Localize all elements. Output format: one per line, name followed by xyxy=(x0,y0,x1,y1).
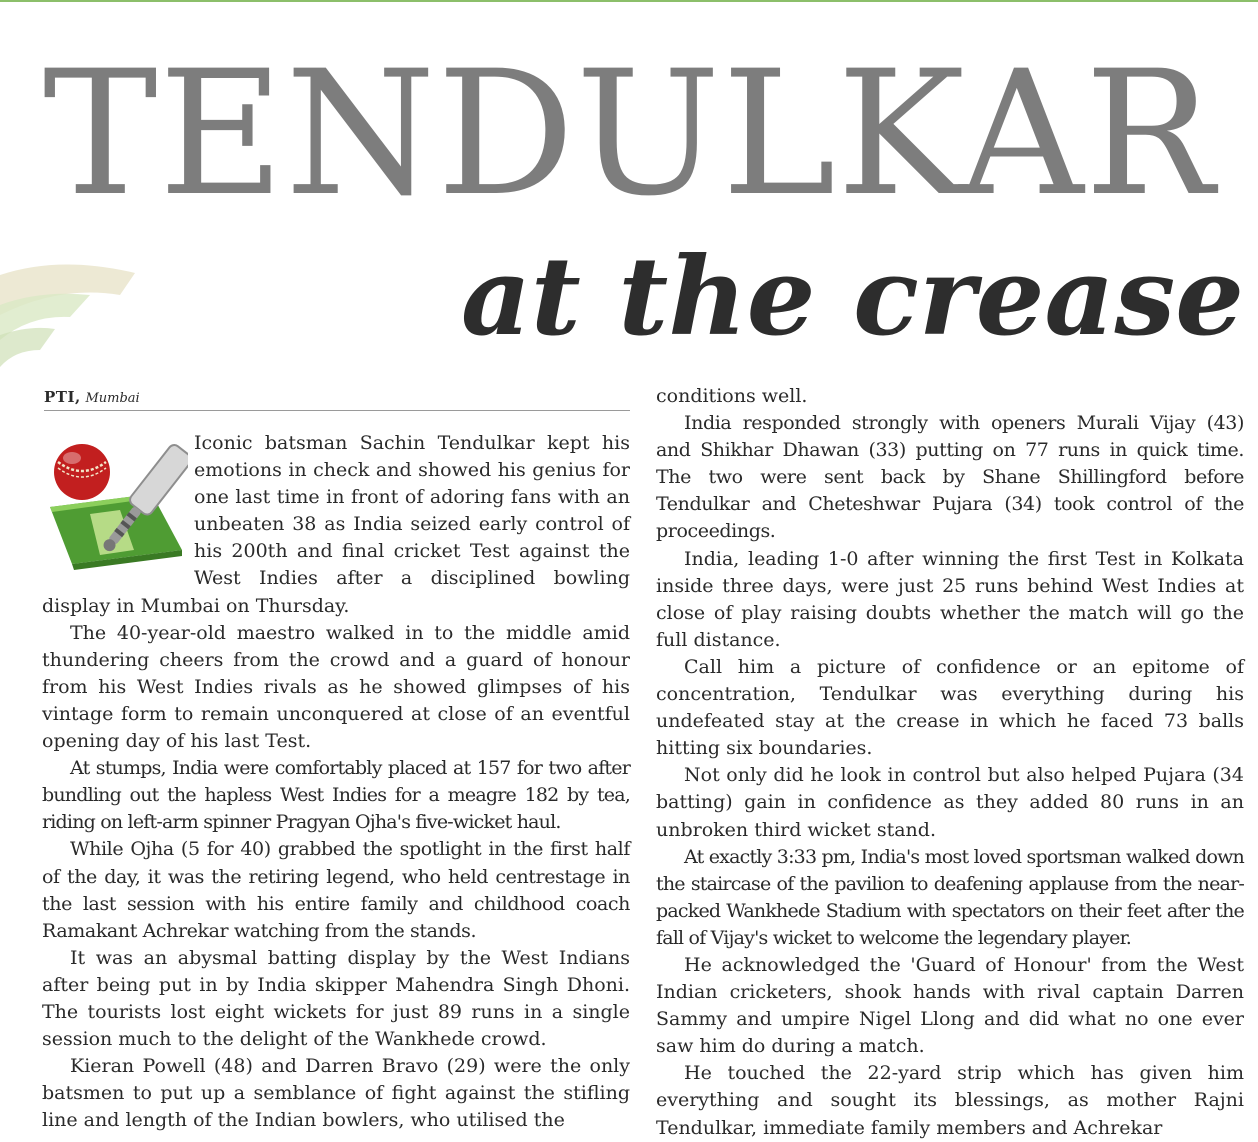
paragraph: India, leading 1-0 after winning the first Test in Kolkata inside three days, were just 25 runs behind West Indies at close of play raising doubts whether the match will go the full distance. xyxy=(656,547,1244,651)
subheadline: at the crease xyxy=(460,234,1244,360)
article-column-left xyxy=(42,430,630,1134)
byline-city: Mumbai xyxy=(85,391,140,406)
byline xyxy=(44,388,630,411)
paragraph-intro: Iconic batsman Sachin Tendulkar kept his emotions in check and showed his genius for one last time in front of adoring fans with an unbeaten 38 as India seized early control of his 200th and final cricket Test against the West Indies after a disciplined bowling display in Mumbai on Thursday. xyxy=(42,432,630,617)
paragraph: The 40-year-old maestro walked in to the middle amid thundering cheers from the crowd and a guard of honour from his West Indies rivals as he showed glimpses of his vintage form to remain unconquered at close of an eventful opening day of his last Test. xyxy=(42,621,630,753)
decorative-streak-graphic xyxy=(0,255,140,385)
paragraph: It was an abysmal batting display by the West Indians after being put in by India skipper Mahendra Singh Dhoni. The tourists lost eight wickets for just 89 runs in a single session much to the delight of the Wankhede crowd. xyxy=(42,946,630,1051)
paragraph: Kieran Powell (48) and Darren Bravo (29) were the only batsmen to put up a semblance of fight against the stifling line and length of the Indian bowlers, who utilised the xyxy=(42,1055,630,1132)
paragraph: At exactly 3:33 pm, India's most loved sportsman walked down the staircase of the pavilion to deafening applause from the near-packed Wankhede Stadium with spectators on their feet after the fall of Vijay's wicket to welcome the legendary player. xyxy=(656,845,1244,949)
paragraph-continued: conditions well. xyxy=(656,385,808,407)
top-rule xyxy=(0,0,1258,2)
article-column-right xyxy=(656,383,1244,1142)
paragraph: At stumps, India were comfortably placed at 157 for two after bundling out the hapless West Indies for a meagre 182 by tea, riding on left-arm spinner Pragyan Ojha's five-wicket haul. xyxy=(42,757,630,834)
paragraph: He acknowledged the 'Guard of Honour' from the West Indian cricketers, shook hands with rival captain Darren Sammy and umpire Nigel Llong and did what no one ever saw him do during a match. xyxy=(656,953,1244,1058)
headline: TENDULKAR xyxy=(42,33,1216,234)
byline-agency: PTI, xyxy=(44,388,81,406)
cricket-ball-bat-pitch-icon xyxy=(42,432,188,570)
paragraph: He touched the 22-yard strip which has given him everything and sought its blessings, as mother Rajni Tendulkar, immediate family members and Achrekar xyxy=(656,1062,1244,1139)
paragraph: Not only did he look in control but also helped Pujara (34 batting) gain in confidence as they added 80 runs in an unbroken third wicket stand. xyxy=(656,764,1244,841)
paragraph: India responded strongly with openers Murali Vijay (43) and Shikhar Dhawan (33) putting on 77 runs in quick time. The two were sent back by Shane Shillingford before Tendulkar and Cheteshwar Pujara (34) took control of the proceedings. xyxy=(656,412,1244,543)
paragraph: Call him a picture of confidence or an epitome of concentration, Tendulkar was everything during his undefeated stay at the crease in which he faced 73 balls hitting six boundaries. xyxy=(656,655,1244,760)
paragraph: While Ojha (5 for 40) grabbed the spotlight in the first half of the day, it was the retiring legend, who held centrestage in the last session with his entire family and childhood coach Ramakant Achrekar watching from the stands. xyxy=(42,838,630,942)
